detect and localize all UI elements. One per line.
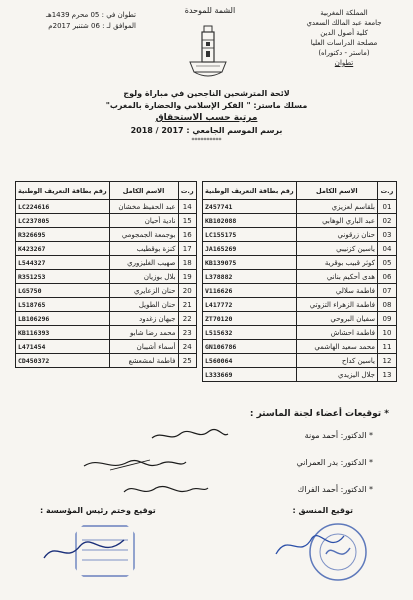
signature-mark-2 bbox=[80, 452, 190, 474]
table-row bbox=[16, 200, 197, 214]
header-line-kingdom: المملكة المغربية bbox=[320, 9, 368, 17]
committee-member-2: * الدكتور: بدر العمراني bbox=[296, 458, 373, 467]
name-cell: كنزة بوقطيب bbox=[109, 242, 178, 256]
header-line-programs: (ماستر - دكتوراه) bbox=[318, 49, 370, 57]
rank-cell: 05 bbox=[378, 256, 397, 270]
title-line-list: لائحة المترشحين الناجحين في مباراة ولوج bbox=[123, 89, 290, 98]
rank-cell: 18 bbox=[178, 256, 197, 270]
table-header-row bbox=[203, 182, 397, 200]
table-row bbox=[16, 284, 197, 298]
table-row bbox=[203, 214, 397, 228]
name-cell: أسماء أشيبان bbox=[109, 340, 178, 354]
rank-cell: 19 bbox=[178, 270, 197, 284]
rank-cell: 16 bbox=[178, 228, 197, 242]
name-cell: عبد الحفيظ مخشان bbox=[109, 200, 178, 214]
rank-cell: 07 bbox=[378, 284, 397, 298]
date-hijri: تطوان في : 05 محرم 1439هـ bbox=[45, 11, 136, 19]
table-row bbox=[203, 340, 397, 354]
national-id-cell: ZT70120 bbox=[203, 312, 297, 326]
header-line-city: تطوان bbox=[334, 59, 354, 67]
rank-cell: 15 bbox=[178, 214, 197, 228]
signature-mark-1 bbox=[150, 428, 230, 444]
title-line-program: مسلك ماستر: " الفكر الإسلامي والحضارة بالمغرب" bbox=[105, 101, 308, 110]
national-id-cell: LG5750 bbox=[16, 284, 110, 298]
name-cell: حنان الطويل bbox=[109, 298, 178, 312]
national-id-cell: Z457741 bbox=[203, 200, 297, 214]
faculty-logo bbox=[186, 22, 230, 82]
name-cell: محمد رضا شابو bbox=[109, 326, 178, 340]
name-cell: فاطمة الزهراء التزوتي bbox=[296, 298, 377, 312]
name-cell: بلقاسم لعزيزي bbox=[296, 200, 377, 214]
name-cell: فاطمة احشاش bbox=[296, 326, 377, 340]
candidates-table-left bbox=[15, 181, 197, 368]
rank-cell: 02 bbox=[378, 214, 397, 228]
president-signature-label: توقيع وختم رئيس المؤسسة : bbox=[40, 506, 156, 515]
table-row bbox=[16, 354, 197, 368]
national-id-cell: LC155175 bbox=[203, 228, 297, 242]
table-row bbox=[16, 340, 197, 354]
rank-cell: 13 bbox=[378, 368, 397, 382]
header-rank: ر.ت bbox=[378, 182, 397, 200]
national-id-cell: GN106786 bbox=[203, 340, 297, 354]
rank-cell: 08 bbox=[378, 298, 397, 312]
header-rank: ر.ت bbox=[178, 182, 197, 200]
name-cell: بوجمعة الجمجومي bbox=[109, 228, 178, 242]
rank-cell: 11 bbox=[378, 340, 397, 354]
table-row bbox=[16, 312, 197, 326]
table-row bbox=[203, 354, 397, 368]
president-signature-mark bbox=[40, 530, 130, 570]
table-row bbox=[203, 298, 397, 312]
date-gregorian: الموافق لـ : 06 شتنبر 2017م bbox=[48, 22, 136, 30]
national-id-cell: KB116393 bbox=[16, 326, 110, 340]
name-cell: ياسين كزنيبي bbox=[296, 242, 377, 256]
date-header bbox=[16, 10, 136, 32]
rank-cell: 24 bbox=[178, 340, 197, 354]
national-id-cell: L515632 bbox=[203, 326, 297, 340]
national-id-cell: L471454 bbox=[16, 340, 110, 354]
table-row bbox=[16, 228, 197, 242]
national-id-cell: K423267 bbox=[16, 242, 110, 256]
national-id-cell: V116626 bbox=[203, 284, 297, 298]
table-header-row bbox=[16, 182, 197, 200]
national-id-cell: LB106296 bbox=[16, 312, 110, 326]
table-row bbox=[203, 284, 397, 298]
rank-cell: 21 bbox=[178, 298, 197, 312]
rank-cell: 22 bbox=[178, 312, 197, 326]
table-row bbox=[203, 270, 397, 284]
header-line-university: جامعة عبد المالك السعدي bbox=[306, 19, 382, 27]
rank-cell: 10 bbox=[378, 326, 397, 340]
national-id-cell: LC224616 bbox=[16, 200, 110, 214]
national-id-cell: LC237805 bbox=[16, 214, 110, 228]
table-row bbox=[203, 242, 397, 256]
national-id-cell: R351253 bbox=[16, 270, 110, 284]
national-id-cell: KB102088 bbox=[203, 214, 297, 228]
name-cell: عبد الباري الوهابي bbox=[296, 214, 377, 228]
national-id-cell: R326695 bbox=[16, 228, 110, 242]
national-id-cell: L560064 bbox=[203, 354, 297, 368]
header-line-service: مصلحة الدراسات العليا bbox=[310, 39, 378, 47]
national-id-cell: L544327 bbox=[16, 256, 110, 270]
name-cell: حنان زرقوني bbox=[296, 228, 377, 242]
table-row bbox=[16, 242, 197, 256]
signature-mark-3 bbox=[120, 480, 210, 500]
rank-cell: 04 bbox=[378, 242, 397, 256]
committee-signatures-title: * توقيعات أعضاء لجنة الماستر : bbox=[249, 409, 389, 419]
name-cell: حنان الزعايري bbox=[109, 284, 178, 298]
table-row bbox=[203, 312, 397, 326]
name-cell: محمد سعيد الهاشمي bbox=[296, 340, 377, 354]
table-row bbox=[16, 214, 197, 228]
national-id-cell: JA165269 bbox=[203, 242, 297, 256]
header-national-id: رقم بطاقة التعريف الوطنية bbox=[16, 182, 110, 200]
header-national-id: رقم بطاقة التعريف الوطنية bbox=[203, 182, 297, 200]
header-full-name: الاسم الكامل bbox=[296, 182, 377, 200]
name-cell: بلال بوزيان bbox=[109, 270, 178, 284]
rank-cell: 09 bbox=[378, 312, 397, 326]
table-row bbox=[203, 200, 397, 214]
table-row bbox=[16, 326, 197, 340]
name-cell: جيهان زغدود bbox=[109, 312, 178, 326]
name-cell: هدى أحكيم بناني bbox=[296, 270, 377, 284]
table-row bbox=[203, 256, 397, 270]
name-cell: نادية أحيان bbox=[109, 214, 178, 228]
rank-cell: 14 bbox=[178, 200, 197, 214]
rank-cell: 17 bbox=[178, 242, 197, 256]
committee-member-1: * الدكتور: أحمد مونة bbox=[304, 431, 373, 440]
table-row bbox=[16, 298, 197, 312]
header-line-faculty: كلية أصول الدين bbox=[320, 29, 368, 37]
rank-cell: 01 bbox=[378, 200, 397, 214]
table-row bbox=[16, 256, 197, 270]
institution-header bbox=[289, 8, 399, 68]
rank-cell: 06 bbox=[378, 270, 397, 284]
name-cell: كوثر قبيب بوقرية bbox=[296, 256, 377, 270]
rank-cell: 23 bbox=[178, 326, 197, 340]
national-id-cell: L378882 bbox=[203, 270, 297, 284]
national-id-cell: L333669 bbox=[203, 368, 297, 382]
name-cell: جلال اليزيدي bbox=[296, 368, 377, 382]
title-stars: ********** bbox=[191, 137, 222, 144]
national-id-cell: L518765 bbox=[16, 298, 110, 312]
national-id-cell: CD450372 bbox=[16, 354, 110, 368]
national-id-cell: KB139075 bbox=[203, 256, 297, 270]
rank-cell: 20 bbox=[178, 284, 197, 298]
document-title bbox=[40, 88, 373, 145]
title-line-ranking: مرتبة حسب الاستحقاق bbox=[155, 113, 258, 123]
name-cell: فاطمة لمشعشع bbox=[109, 354, 178, 368]
name-cell: صهيب الغليزوري bbox=[109, 256, 178, 270]
rank-cell: 12 bbox=[378, 354, 397, 368]
name-cell: فاطمة سلالي bbox=[296, 284, 377, 298]
committee-member-3: * الدكتور: أحمد الفراك bbox=[297, 485, 373, 494]
rank-cell: 03 bbox=[378, 228, 397, 242]
table-row bbox=[16, 270, 197, 284]
table-row bbox=[203, 326, 397, 340]
table-row bbox=[203, 368, 397, 382]
table-row bbox=[203, 228, 397, 242]
name-cell: سفيان البروحي bbox=[296, 312, 377, 326]
coordinator-signature-mark bbox=[270, 524, 350, 564]
name-cell: ياسين كداح bbox=[296, 354, 377, 368]
title-line-year: برسم الموسم الجامعي : 2017 / 2018 bbox=[130, 126, 283, 135]
header-full-name: الاسم الكامل bbox=[109, 182, 178, 200]
candidates-table-right bbox=[202, 181, 397, 382]
national-id-cell: L417772 bbox=[203, 298, 297, 312]
rank-cell: 25 bbox=[178, 354, 197, 368]
header-center-label: الشمة للموحدة bbox=[184, 6, 236, 15]
coordinator-signature-label: توقيع المنسق : bbox=[292, 506, 353, 515]
